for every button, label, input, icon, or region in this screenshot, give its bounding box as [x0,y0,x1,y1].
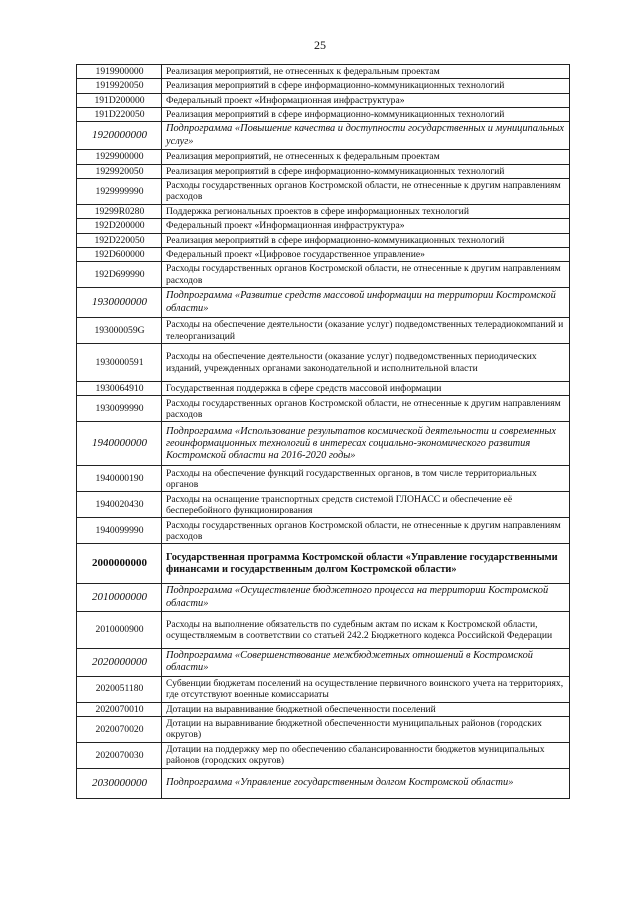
budget-code-cell: 192D600000 [77,247,162,261]
description-cell: Федеральный проект «Информационная инфраструктура» [162,219,570,233]
budget-code-cell: 2020000000 [77,648,162,676]
table-row [77,219,570,233]
budget-code-cell: 191D220050 [77,107,162,121]
budget-code-cell: 2020070020 [77,716,162,742]
budget-code-cell: 192D699990 [77,262,162,288]
description-cell: Федеральный проект «Информационная инфраструктура» [162,93,570,107]
table-row [77,318,570,344]
table-row [77,492,570,518]
description-cell: Расходы на оснащение транспортных средств системой ГЛОНАСС и обеспечение её бесперебойного функционирования [162,492,570,518]
table-row [77,178,570,204]
budget-code-cell: 1930000591 [77,344,162,382]
table-row [77,204,570,218]
budget-code-cell: 191D200000 [77,93,162,107]
budget-code-cell: 1930000000 [77,288,162,318]
description-cell: Подпрограмма «Развитие средств массовой информации на территории Костромской области» [162,288,570,318]
table-row [77,164,570,178]
budget-code-cell: 1930064910 [77,382,162,396]
description-cell: Дотации на выравнивание бюджетной обеспеченности муниципальных районов (городских округов) [162,716,570,742]
budget-code-cell: 1940000190 [77,466,162,492]
table-row [77,93,570,107]
description-cell: Расходы на обеспечение деятельности (оказание услуг) подведомственных телерадиокомпаний и телеорганизаций [162,318,570,344]
table-row [77,702,570,716]
subprogram-row [77,122,570,150]
table-row [77,716,570,742]
description-cell: Расходы на выполнение обязательств по судебным актам по искам к Костромской области, осуществляемым в соответствии со статьей 242.2 Бюджетного кодекса Российской Федерации [162,611,570,648]
table-row [77,262,570,288]
table-row [77,466,570,492]
description-cell: Субвенции бюджетам поселений на осуществление первичного воинского учета на территориях, где отсутствуют военные комиссариаты [162,676,570,702]
table-row [77,247,570,261]
budget-code-table [76,64,570,799]
table-row [77,79,570,93]
description-cell: Федеральный проект «Цифровое государственное управление» [162,247,570,261]
description-cell: Реализация мероприятий в сфере информационно-коммуникационных технологий [162,79,570,93]
table-row [77,107,570,121]
budget-code-cell: 1930099990 [77,396,162,422]
table-row [77,233,570,247]
budget-code-cell: 1929900000 [77,150,162,164]
budget-code-cell: 1919900000 [77,65,162,79]
description-cell: Реализация мероприятий в сфере информационно-коммуникационных технологий [162,164,570,178]
description-cell: Поддержка региональных проектов в сфере информационных технологий [162,204,570,218]
budget-code-cell: 192D220050 [77,233,162,247]
table-body [77,65,570,799]
description-cell: Расходы государственных органов Костромской области, не отнесенные к другим направлениям расходов [162,396,570,422]
table-row [77,396,570,422]
budget-code-cell: 2000000000 [77,544,162,584]
description-cell: Государственная поддержка в сфере средств массовой информации [162,382,570,396]
table-row [77,742,570,768]
budget-code-cell: 193000059G [77,318,162,344]
page-number: 25 [314,38,326,52]
budget-code-cell: 2010000900 [77,611,162,648]
description-cell: Подпрограмма «Управление государственным долгом Костромской области» [162,768,570,798]
budget-code-cell: 2020051180 [77,676,162,702]
budget-code-cell: 1919920050 [77,79,162,93]
description-cell: Подпрограмма «Совершенствование межбюджетных отношений в Костромской области» [162,648,570,676]
budget-code-cell: 192D200000 [77,219,162,233]
subprogram-row [77,288,570,318]
budget-code-cell: 2030000000 [77,768,162,798]
description-cell: Расходы на обеспечение деятельности (оказание услуг) подведомственных периодических изданий, учрежденных органами законодательной и исполнительной власти [162,344,570,382]
description-cell: Государственная программа Костромской области «Управление государственными финансами и государственным долгом Костромской области» [162,544,570,584]
budget-code-cell: 1940099990 [77,518,162,544]
description-cell: Дотации на выравнивание бюджетной обеспеченности поселений [162,702,570,716]
description-cell: Подпрограмма «Повышение качества и доступности государственных и муниципальных услуг» [162,122,570,150]
program-row [77,544,570,584]
budget-code-cell: 1920000000 [77,122,162,150]
table-row [77,676,570,702]
description-cell: Реализация мероприятий в сфере информационно-коммуникационных технологий [162,107,570,121]
description-cell: Дотации на поддержку мер по обеспечению сбалансированности бюджетов муниципальных районов (городских округов) [162,742,570,768]
budget-code-cell: 1929999990 [77,178,162,204]
budget-code-cell: 2020070010 [77,702,162,716]
description-cell: Реализация мероприятий, не отнесенных к федеральным проектам [162,65,570,79]
subprogram-row [77,768,570,798]
description-cell: Подпрограмма «Использование результатов космической деятельности и современных геоинформационных технологий в интересах социально-экономического развития Костромской области на 2016-2020 годы» [162,422,570,466]
budget-code-cell: 2010000000 [77,584,162,612]
table-row [77,65,570,79]
description-cell: Расходы государственных органов Костромской области, не отнесенные к другим направлениям расходов [162,262,570,288]
table-row [77,382,570,396]
budget-code-cell: 1940000000 [77,422,162,466]
subprogram-row [77,422,570,466]
description-cell: Расходы на обеспечение функций государственных органов, в том числе территориальных органов [162,466,570,492]
budget-code-cell: 1929920050 [77,164,162,178]
description-cell: Реализация мероприятий, не отнесенных к федеральным проектам [162,150,570,164]
table-row [77,611,570,648]
description-cell: Расходы государственных органов Костромской области, не отнесенные к другим направлениям расходов [162,518,570,544]
subprogram-row [77,584,570,612]
description-cell: Подпрограмма «Осуществление бюджетного процесса на территории Костромской области» [162,584,570,612]
description-cell: Реализация мероприятий в сфере информационно-коммуникационных технологий [162,233,570,247]
table-row [77,150,570,164]
table-row [77,518,570,544]
budget-code-cell: 2020070030 [77,742,162,768]
table-row [77,344,570,382]
description-cell: Расходы государственных органов Костромской области, не отнесенные к другим направлениям расходов [162,178,570,204]
budget-code-cell: 1940020430 [77,492,162,518]
budget-code-cell: 19299R0280 [77,204,162,218]
subprogram-row [77,648,570,676]
